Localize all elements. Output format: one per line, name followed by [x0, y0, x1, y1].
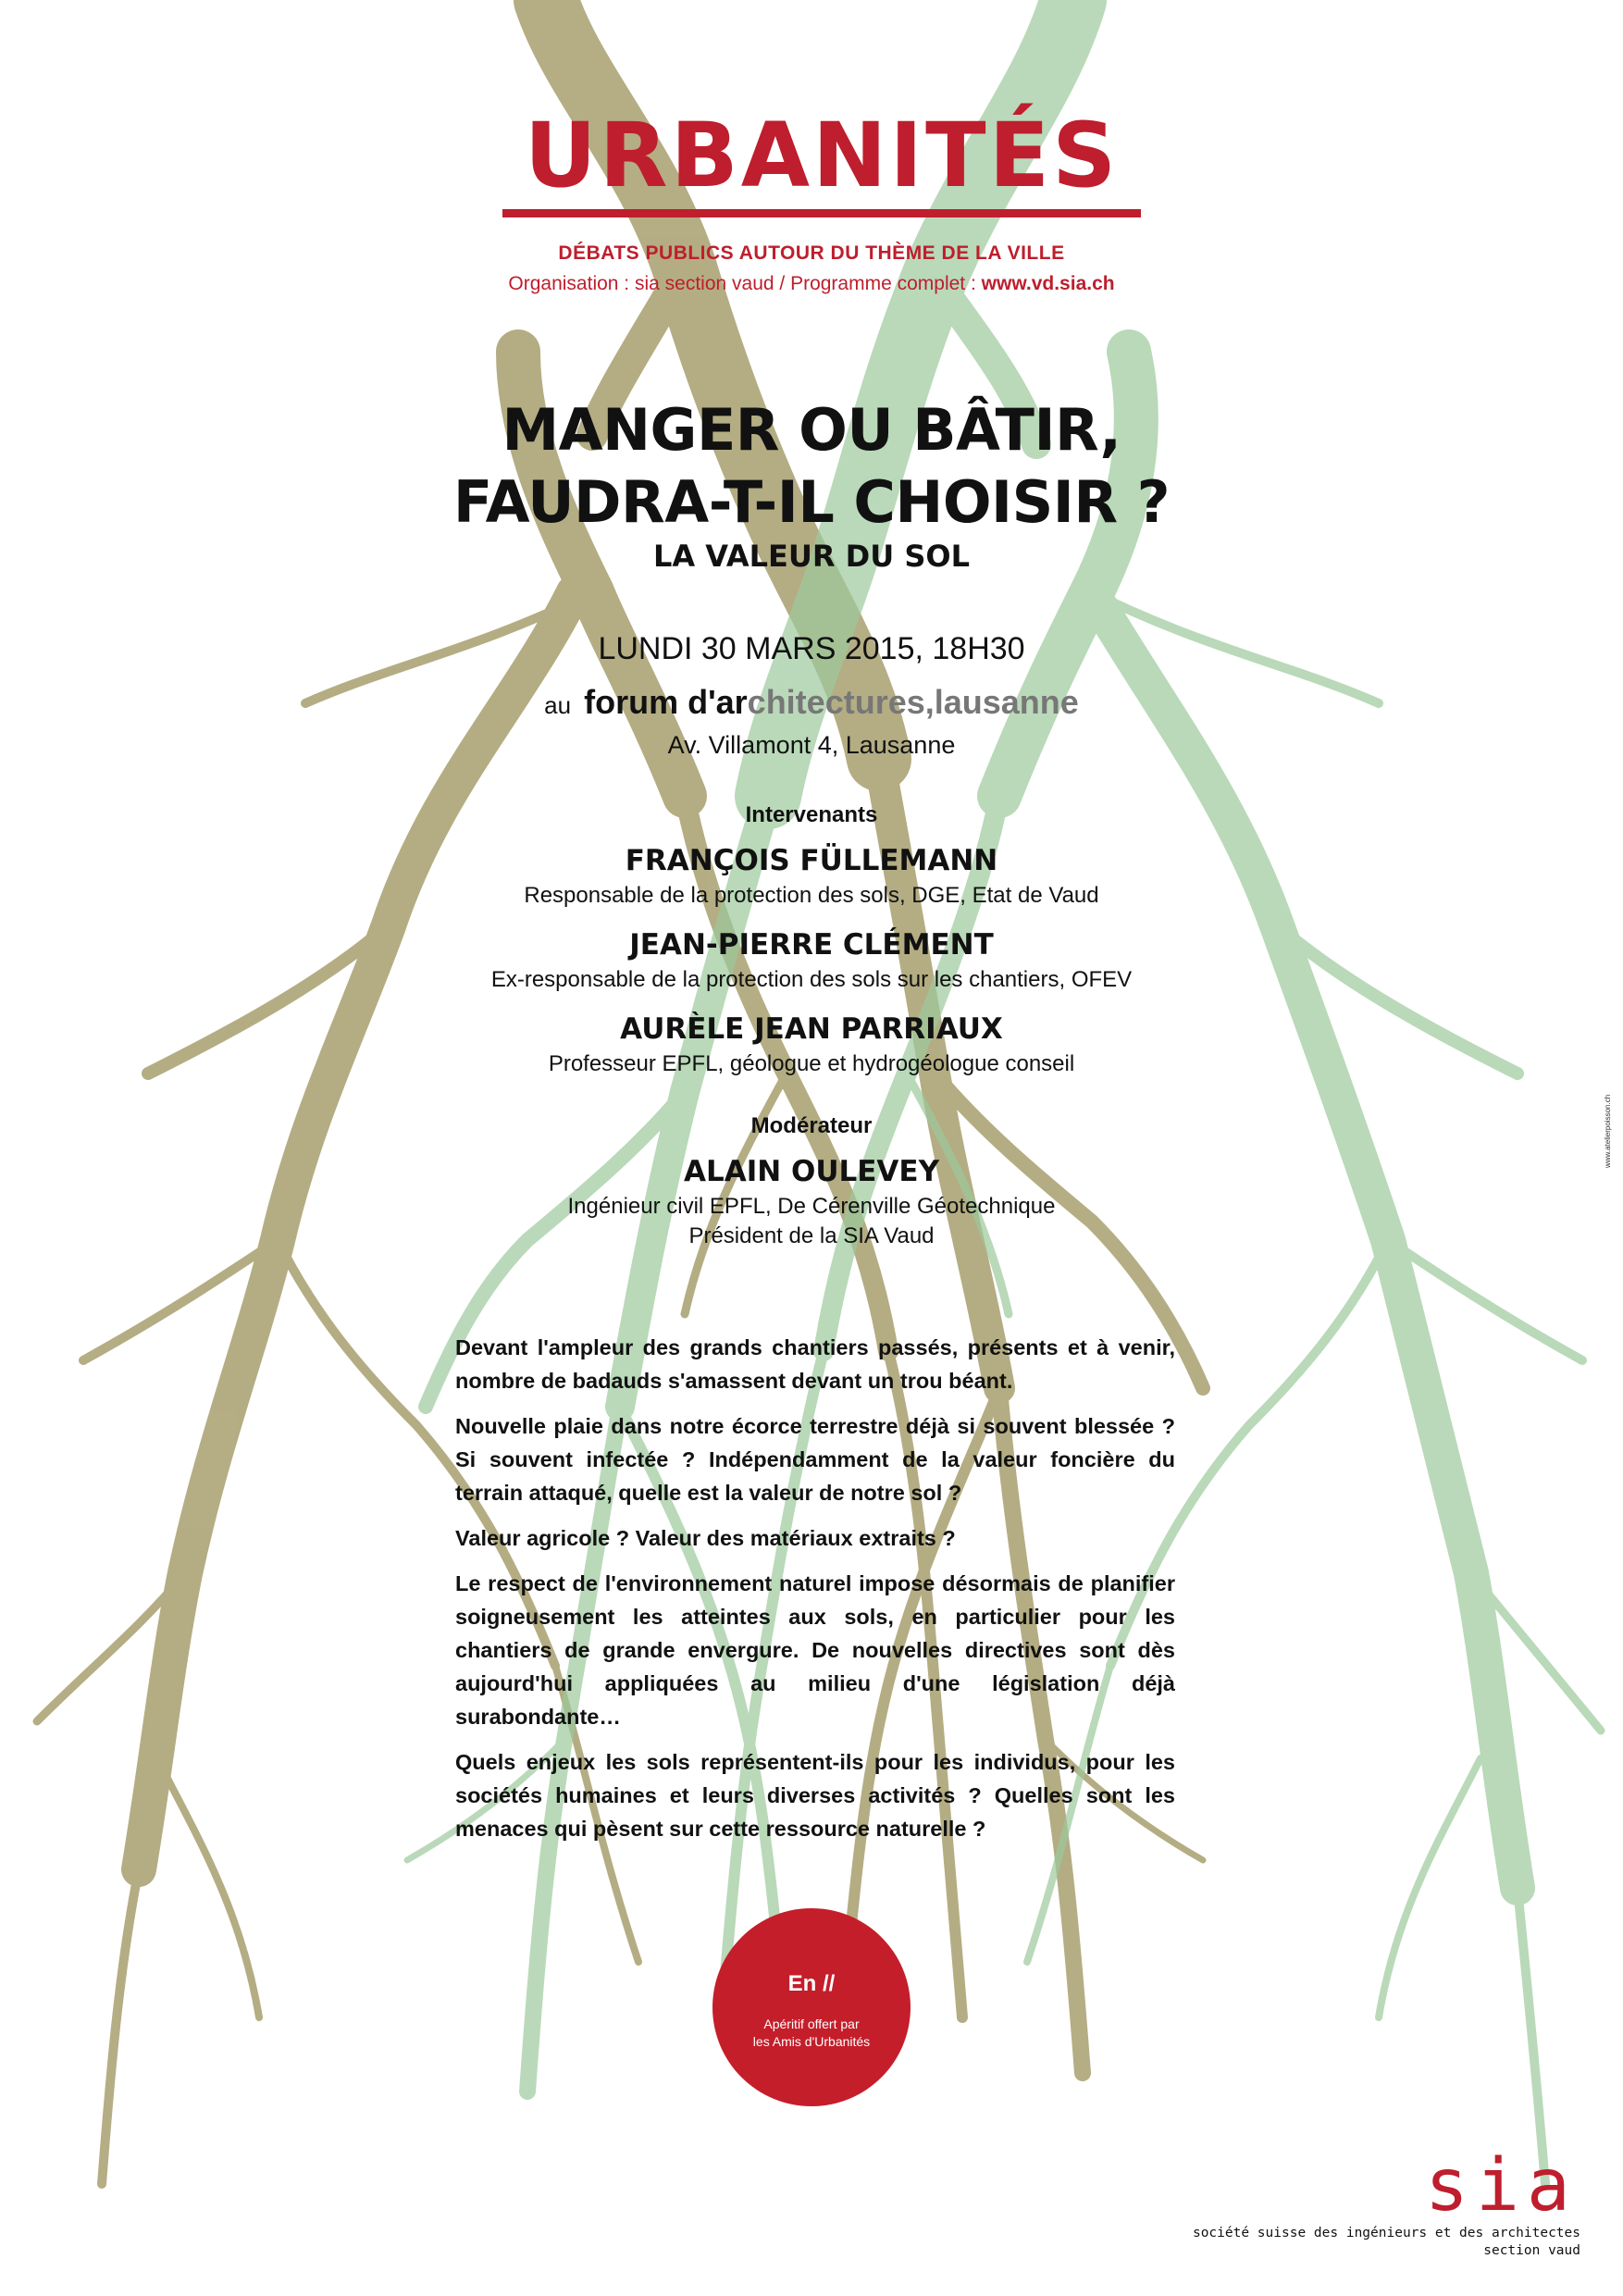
designer-credit: www.atelierpoisson.ch: [1604, 1094, 1612, 1168]
badge-line1: Apéritif offert par: [763, 2017, 860, 2031]
brand-title: URBANITÉS: [524, 104, 1120, 207]
speaker-role: Professeur EPFL, géologue et hydrogéologue conseil: [548, 1051, 1075, 1076]
aperitif-badge: [712, 1908, 911, 2106]
venue-logo-part1: forum d'ar: [584, 683, 748, 721]
organisation-url[interactable]: www.vd.sia.ch: [981, 273, 1115, 294]
sia-logo: sia: [1425, 2144, 1578, 2228]
speaker-3: [0, 1012, 1623, 1077]
tagline: DÉBATS PUBLICS AUTOUR DU THÈME DE LA VILLE: [558, 242, 1065, 264]
badge-title: En //: [787, 1971, 836, 1996]
body-paragraph: Valeur agricole ? Valeur des matériaux extraits ?: [455, 1526, 956, 1550]
speaker-1: [0, 844, 1623, 909]
speaker-name: AURÈLE JEAN PARRIAUX: [620, 1012, 1003, 1046]
sia-section: section vaud: [1483, 2243, 1580, 2258]
brand-block: [498, 104, 1146, 217]
organisation-line: [0, 273, 1623, 295]
event-subtitle: LA VALEUR DU SOL: [653, 539, 970, 574]
moderator: [0, 1155, 1623, 1249]
body-text: [455, 1331, 1175, 1857]
event-title-line2: FAUDRA-T-IL CHOISIR ?: [452, 468, 1171, 536]
brand-rule: [502, 209, 1141, 217]
body-paragraph: Quels enjeux les sols représentent-ils pour les individus, pour les sociétés humaines et leurs diverses activités ? Quelles sont les menaces qui pèsent sur cette ressource naturelle ?: [455, 1750, 1175, 1841]
speaker-role: Ex-responsable de la protection des sols sur les chantiers, OFEV: [490, 967, 1133, 992]
speaker-name: FRANÇOIS FÜLLEMANN: [625, 844, 998, 877]
event-venue: [0, 683, 1623, 722]
moderator-label: Modérateur: [750, 1113, 873, 1138]
moderator-name: ALAIN OULEVEY: [683, 1155, 940, 1188]
venue-logo-part2: chitectures,lausanne: [747, 683, 1079, 721]
sia-tagline: société suisse des ingénieurs et des architectes: [1192, 2226, 1580, 2240]
speaker-role: Responsable de la protection des sols, DGE, Etat de Vaud: [524, 883, 1099, 908]
speaker-name: JEAN-PIERRE CLÉMENT: [629, 928, 994, 962]
organisation-text: Organisation : sia section vaud / Programme complet :: [508, 273, 976, 294]
event-title-line1: MANGER OU BÂTIR,: [502, 396, 1121, 464]
event-date: LUNDI 30 MARS 2015, 18H30: [598, 631, 1025, 666]
moderator-role-line2: Président de la SIA Vaud: [688, 1223, 935, 1248]
venue-prefix: au: [544, 691, 572, 719]
speakers-label: Intervenants: [745, 802, 878, 827]
body-paragraph: Nouvelle plaie dans notre écorce terrestre déjà si souvent blessée ? Si souvent infectée ? Indépendamment de la valeur foncière du terrain attaqué, quelle est la valeur de notre sol ?: [455, 1414, 1175, 1505]
event-address: Av. Villamont 4, Lausanne: [667, 731, 956, 759]
badge-line2: les Amis d'Urbanités: [752, 2034, 871, 2049]
body-paragraph: Le respect de l'environnement naturel impose désormais de planifier soigneusement les atteintes aux sols, en particulier pour les chantiers de grande envergure. De nouvelles directives sont dès aujourd'hui appliquées au milieu d'une législation déjà surabondante…: [455, 1571, 1175, 1729]
body-paragraph: Devant l'ampleur des grands chantiers passés, présents et à venir, nombre de badauds s'amassent devant un trou béant.: [455, 1335, 1175, 1393]
speaker-2: [0, 928, 1623, 993]
moderator-role-line1: Ingénieur civil EPFL, De Cérenville Géotechnique: [567, 1194, 1056, 1219]
